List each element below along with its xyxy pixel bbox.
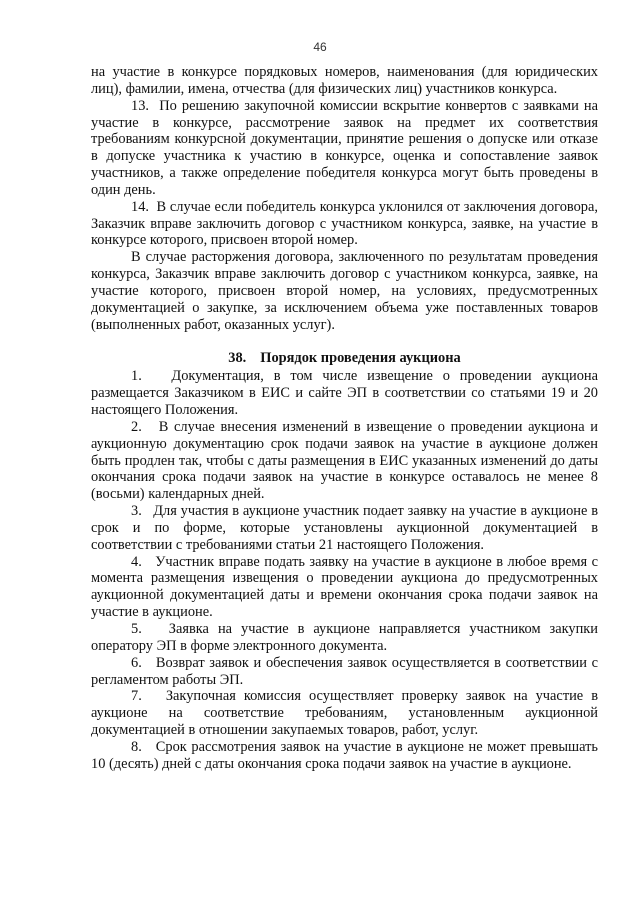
auction-item-8: 8. Срок рассмотрения заявок на участие в аукционе не может превышать 10 (десять) дней с даты окончания срока подачи заявок на участие в аукционе. (91, 738, 598, 772)
auction-item-7: 7. Закупочная комиссия осуществляет проверку заявок на участие в аукционе на соответствие требованиям, установленным аукционной документацией в отношении закупаемых товаров, работ, услуг. (91, 688, 598, 739)
page-number: 46 (313, 40, 327, 54)
auction-item-6: 6. Возврат заявок и обеспечения заявок осуществляется в соответствии с регламентом работы ЭП. (91, 654, 598, 688)
auction-item-4: 4. Участник вправе подать заявку на участие в аукционе в любое время с момента размещения извещения о проведении аукциона до предусмотренных аукционной документацией даты и времени окончания срока подачи заявок на участие в аукционе. (91, 553, 598, 621)
section-number: 38. (228, 349, 247, 366)
paragraph-continuation: на участие в конкурсе порядковых номеров, наименования (для юридических лиц), фамилии, имена, отчества (для физических лиц) участников конкурса. (91, 64, 598, 97)
paragraph-item-13: 13. По решению закупочной комиссии вскрытие конвертов с заявками на участие в конкурсе, рассмотрение заявок на предмет их соответствия требованиям конкурсной документации, принятие решения о допуске или отказе в допуске участника к участию в конкурсе, оценка и сопоставление заявок участников, а также определение победителя конкурса могут быть проведены в один день. (91, 97, 598, 198)
paragraph-item-14: 14. В случае если победитель конкурса уклонился от заключения договора, Заказчик вправе заключить договор с участником конкурса, заявке, на участие в конкурсе которого, присвоен второй номер. (91, 198, 598, 249)
auction-item-1: 1. Документация, в том числе извещение о проведении аукциона размещается Заказчиком в ЕИС и сайте ЭП в соответствии со статьями 19 и 20 настоящего Положения. (91, 368, 598, 419)
auction-item-5: 5. Заявка на участие в аукционе направляется участником закупки оператору ЭП в форме электронного документа. (91, 621, 598, 654)
document-body (91, 64, 598, 773)
paragraph-termination: В случае расторжения договора, заключенного по результатам проведения конкурса, Заказчик вправе заключить договор с участником конкурса, заявке, на участие которого, присвоен второй номер, на условиях, предусмотренных документацией о закупке, за исключением объема уже поставленных товаров (выполненных работ, оказанных услуг). (91, 249, 598, 333)
auction-item-2: 2. В случае внесения изменений в извещение о проведении аукциона и аукционную документацию срок подачи заявок на участие в аукционе должен быть продлен так, чтобы с даты размещения в ЕИС указанных изменений до даты окончания срока подачи заявок на участие в конкурсе оставалось не менее 8 (восьми) календарных дней. (91, 418, 598, 503)
section-title: Порядок проведения аукциона (260, 349, 461, 366)
section-heading (91, 350, 598, 367)
auction-item-3: 3. Для участия в аукционе участник подает заявку на участие в аукционе в срок и по форме, которые установлены аукционной документацией в соответствии с требованиями статьи 21 настоящего Положения. (91, 503, 598, 553)
